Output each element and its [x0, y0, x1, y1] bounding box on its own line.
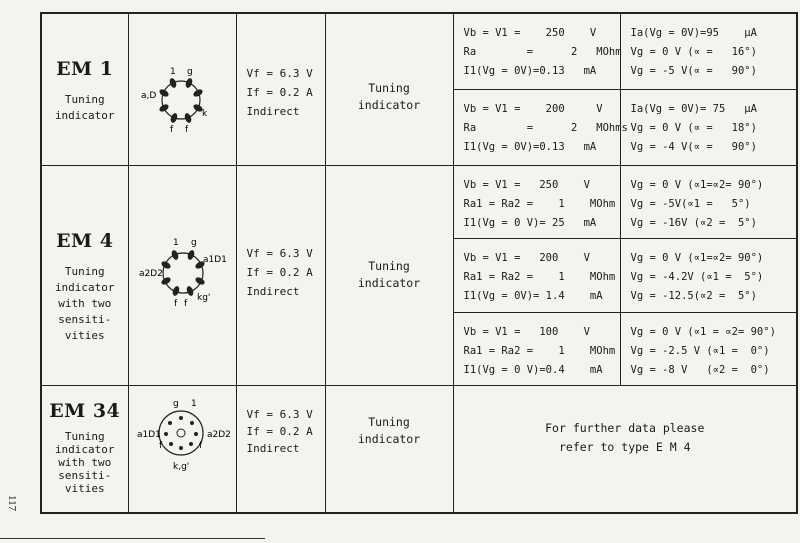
grid-line: Vg = -16V (∝2 = 5°): [630, 217, 757, 230]
tube-cell-em4: [41, 166, 128, 386]
grid-cell: [620, 13, 797, 89]
pin-diagram-cell: [128, 13, 236, 166]
filament-cell: [236, 385, 325, 513]
anode-cell: [453, 239, 620, 312]
grid-line: Ia(Vg = 0V)=95 μA: [630, 27, 757, 39]
pin-label: f: [183, 299, 187, 310]
grid-line: Vg = -2.5 V (∝1 = 0°): [630, 344, 770, 357]
function-cell: [325, 166, 453, 386]
tube-name: EM 1: [56, 58, 114, 80]
pin-diagram-em1: [129, 14, 237, 166]
pin-label: a1D1: [202, 255, 227, 266]
pin-label: f: [184, 125, 188, 135]
grid-line: Vg = 0 V (∝1 = ∝2= 90°): [630, 325, 776, 338]
filament-cell: [236, 13, 325, 166]
tube-data-table: [40, 12, 798, 514]
page-number: 117: [6, 495, 18, 512]
grid-cell: [620, 239, 797, 312]
grid-line: Vg = -8 V (∝2 = 0°): [630, 363, 770, 376]
grid-line: Vg = 0 V (∝ = 16°): [630, 46, 757, 58]
anode-line: Vb = V1 = 250 V: [463, 27, 597, 39]
heating-type: Indirect: [246, 441, 300, 455]
anode-line: I1(Vg = 0V)= 1.4 mA: [463, 290, 603, 303]
grid-line: Vg = -12.5(∝2 = 5°): [630, 290, 757, 303]
anode-line: Vb = V1 = 200 V: [463, 102, 603, 115]
pin-label: f: [198, 440, 202, 451]
anode-line: Ra = 2 MOhms: [463, 121, 628, 134]
anode-line: Vb = V1 = 250 V: [463, 179, 590, 192]
pin-label: 1: [172, 238, 179, 249]
anode-line: Ra1 = Ra2 = 1 MOhm: [463, 271, 616, 284]
anode-line: I1(Vg = 0V)=0.13 mA: [463, 65, 597, 77]
pin-label: a2D2: [206, 429, 231, 440]
pin-diagram-cell: [128, 385, 236, 513]
grid-line: Vg = -5V(∝1 = 5°): [630, 198, 751, 211]
pin-label: kg': [196, 293, 210, 304]
grid-cell: [620, 89, 797, 165]
grid-line: Ia(Vg = 0V)= 75 μA: [630, 102, 757, 115]
anode-line: Vb = V1 = 200 V: [463, 252, 590, 265]
function-text: Tuning indicator: [357, 414, 421, 446]
anode-line: Ra1 = Ra2 = 1 MOhm: [463, 198, 616, 211]
filament-current: If = 0.2 A: [246, 86, 313, 99]
tube-description: Tuning indicator: [54, 93, 115, 122]
filament-cell: [236, 166, 325, 386]
pin-label: k,g': [172, 461, 189, 472]
bottom-rule: [0, 538, 265, 539]
tube-name: EM 34: [49, 399, 121, 422]
tube-name: EM 4: [56, 230, 114, 253]
pin-label: f: [158, 440, 162, 451]
pin-label: a2D2: [138, 269, 163, 280]
pin-label: f: [169, 125, 173, 135]
function-cell: [325, 13, 453, 166]
anode-line: Ra = 2 MOhm: [463, 46, 622, 58]
grid-cell: [620, 166, 797, 239]
anode-line: I1(Vg = 0V)=0.13 mA: [463, 140, 597, 153]
anode-cell: [453, 166, 620, 239]
grid-line: Vg = 0 V (∝ = 18°): [630, 121, 757, 134]
anode-line: I1(Vg = 0 V)=0.4 mA: [463, 363, 603, 376]
function-text: Tuning indicator: [357, 81, 421, 112]
anode-line: Ra1 = Ra2 = 1 MOhm: [463, 344, 616, 357]
anode-cell: [453, 312, 620, 385]
grid-cell: [620, 312, 797, 385]
pin-label: 1: [169, 67, 176, 77]
pin-diagram-em34: [129, 386, 237, 506]
pin-label: k: [201, 109, 207, 119]
grid-line: Vg = -4 V(∝ = 90°): [630, 140, 757, 153]
filament-voltage: Vf = 6.3 V: [246, 247, 313, 261]
grid-line: Vg = 0 V (∝1=∝2= 90°): [630, 179, 764, 192]
tube-description: Tuning indicator with two sensiti- vities: [54, 429, 115, 495]
anode-line: I1(Vg = 0 V)= 25 mA: [463, 217, 597, 230]
filament-voltage: Vf = 6.3 V: [246, 407, 313, 421]
function-cell: [325, 385, 453, 513]
anode-cell: [453, 89, 628, 165]
pin-label: g: [172, 398, 179, 409]
pin-label: a1D1: [136, 429, 161, 440]
tube-cell-em34: [41, 385, 128, 513]
tube-cell-em1: [41, 13, 128, 166]
filament-current: If = 0.2 A: [246, 424, 313, 438]
function-text: Tuning indicator: [357, 259, 421, 291]
pin-label: g: [186, 67, 193, 77]
grid-line: Vg = -4.2V (∝1 = 5°): [630, 271, 764, 284]
filament-current: If = 0.2 A: [246, 266, 313, 280]
grid-line: Vg = 0 V (∝1=∝2= 90°): [630, 252, 764, 265]
pin-label: a,D: [140, 91, 156, 101]
reference-note: For further data please refer to type E M 4: [545, 420, 705, 454]
anode-cell: [453, 13, 620, 89]
note-cell: [453, 385, 797, 513]
filament-voltage: Vf = 6.3 V: [246, 67, 313, 80]
heating-type: Indirect: [246, 105, 300, 118]
pin-label: 1: [190, 398, 197, 409]
pin-diagram-cell: [128, 166, 236, 386]
tube-description: Tuning indicator with two sensiti- vities: [54, 265, 115, 343]
heating-type: Indirect: [246, 285, 300, 299]
pin-diagram-em4: [129, 166, 237, 386]
pin-label: f: [173, 299, 177, 310]
pin-label: g: [190, 238, 197, 249]
anode-line: Vb = V1 = 100 V: [463, 325, 590, 338]
grid-line: Vg = -5 V(∝ = 90°): [630, 65, 757, 77]
